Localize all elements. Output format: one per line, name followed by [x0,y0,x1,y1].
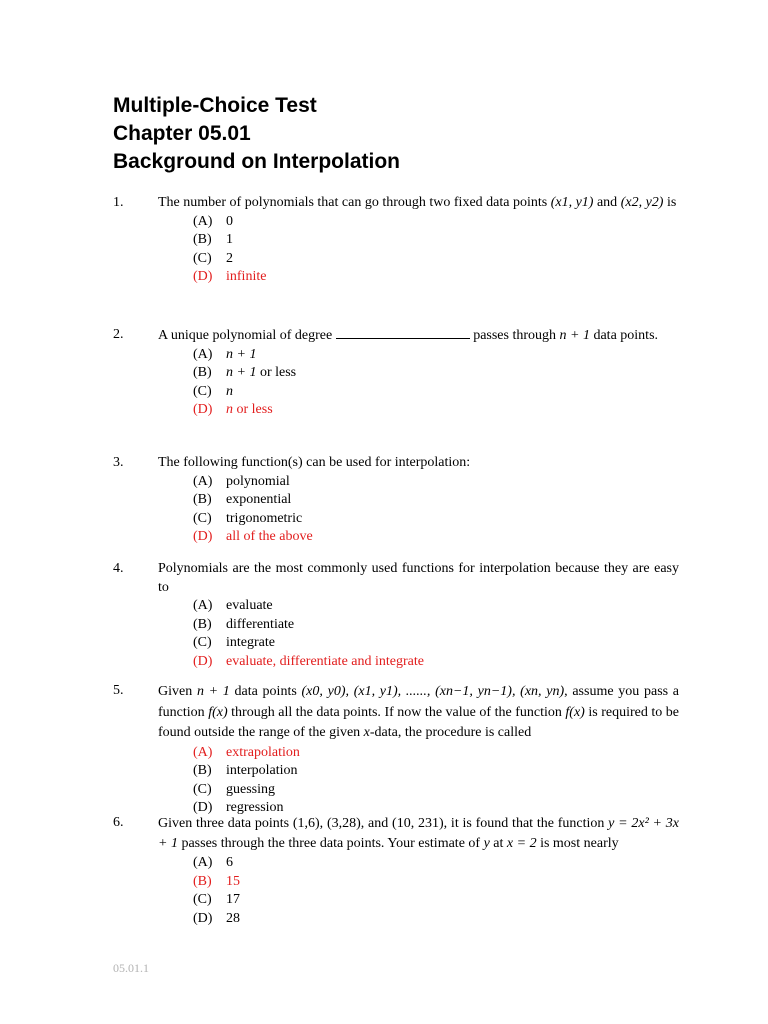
option-b [193,231,679,250]
option-letter: (C) [193,892,212,907]
question-1 [113,194,679,287]
question-4 [113,560,679,671]
option-math: n + 1 [226,346,257,362]
option-c [193,781,679,800]
question-5 [113,682,679,818]
stem-text: Given three data points (1,6), (3,28), and (10, 231), it is found that the function [158,816,605,831]
option-letter: (A) [193,213,213,229]
question-number: 5. [113,683,124,698]
stem-math: (x1, y1) [550,195,594,210]
option-letter: (A) [193,346,213,362]
option-c [193,510,679,529]
options-list [193,213,679,287]
option-text: interpolation [226,763,298,778]
option-text: integrate [226,635,275,650]
question-number: 2. [113,327,124,342]
stem-text: is required to be found outside the range of the given [158,704,680,740]
option-b [193,491,679,510]
options-list [193,744,679,818]
question-number: 6. [113,815,124,830]
option-math: n [226,402,233,417]
page-number: 05.01.1 [113,961,149,975]
stem-text: Given [158,684,193,699]
stem-text: The number of polynomials that can go through two fixed data points [158,195,548,210]
stem-math: (x2, y2) [620,195,664,210]
option-letter: (B) [193,232,212,247]
option-d-correct [193,528,679,547]
title-line-3: Background on Interpolation [113,150,400,173]
stem-text: -data, the procedure is called [369,725,532,740]
option-d-correct [193,268,679,287]
stem-text: A unique polynomial of degree [158,328,333,343]
option-letter: (D) [193,800,213,815]
option-text: 0 [226,213,233,229]
stem-text: at [493,836,504,851]
option-a-correct [193,744,679,763]
option-letter: (B) [193,616,212,632]
option-text: all of the above [226,529,313,544]
option-text: 28 [226,910,240,926]
stem-text: passes through the three data points. Your estimate of [181,836,481,851]
option-text: extrapolation [226,744,300,760]
option-a [193,213,679,232]
stem-math: n + 1 [196,684,230,699]
stem-math: x [363,725,370,740]
stem-math: n + 1 [559,328,590,343]
title-line-2: Chapter 05.01 [113,122,251,145]
stem-text: through all the data points. If now the value of the function [231,704,562,720]
option-letter: (D) [193,910,213,926]
option-text: evaluate, differentiate and integrate [226,653,424,669]
option-letter: (D) [193,269,213,284]
stem-math: y [483,836,490,851]
stem-text: data points [234,684,297,699]
option-math: n [226,383,233,399]
option-letter: (B) [193,492,212,507]
option-text: polynomial [226,473,290,489]
option-b [193,364,679,383]
option-text: or less [236,402,273,417]
answer-blank [336,326,470,339]
option-text: differentiate [226,616,295,632]
question-stem: The following function(s) can be used for interpolation: [158,455,471,470]
title-line-1: Multiple-Choice Test [113,94,317,117]
option-text: 15 [226,873,240,889]
option-letter: (B) [193,873,212,889]
option-letter: (D) [193,402,213,417]
question-number: 4. [113,561,124,576]
option-d-correct [193,401,679,420]
option-a [193,346,679,365]
options-list [193,597,679,671]
option-letter: (A) [193,473,213,489]
option-a [193,854,679,873]
option-text: 6 [226,855,233,870]
question-number: 3. [113,455,124,470]
option-d [193,910,679,929]
option-letter: (C) [193,383,212,399]
option-text: or less [259,365,297,380]
option-c [193,250,679,269]
question-stem: Polynomials are the most commonly used functions for interpolation because they are easy to [158,561,679,595]
option-d-correct [193,653,679,672]
options-list [193,473,679,547]
option-text: 1 [226,232,233,247]
question-3 [113,454,679,547]
stem-text: is [666,195,677,210]
stem-math: x = 2 [506,836,537,851]
question-stem [158,814,679,854]
option-c [193,634,679,653]
question-stem [158,194,679,213]
option-text: exponential [226,492,292,507]
stem-text: passes through [473,328,557,343]
option-letter: (B) [193,763,212,778]
option-b [193,616,679,635]
option-text: trigonometric [226,510,303,526]
stem-text: data points. [593,328,659,343]
stem-math: y = 2x² + 3x + 1 [158,816,679,851]
option-text: 2 [226,250,233,266]
stem-math: f(x) [208,704,228,720]
option-letter: (D) [193,653,213,669]
question-stem [158,326,679,346]
option-letter: (C) [193,781,212,797]
stem-math: (x0, y0), (x1, y1), ......, (xn−1, yn−1), (xn, yn) [301,684,565,699]
option-letter: (A) [193,598,213,613]
stem-math: f(x) [565,704,585,720]
question-number: 1. [113,195,124,210]
option-text: infinite [226,269,267,284]
option-a [193,597,679,616]
option-text: 17 [226,892,240,907]
option-a [193,473,679,492]
option-letter: (A) [193,855,213,870]
option-text: evaluate [226,598,273,613]
option-c [193,891,679,910]
option-c [193,383,679,402]
stem-text: , assume you pass a function [158,684,680,720]
option-b-correct [193,873,679,892]
stem-text: is most nearly [540,836,619,851]
question-6 [113,814,679,928]
option-text: regression [226,800,284,815]
option-text: guessing [226,781,275,797]
option-letter: (A) [193,744,213,760]
option-math: n + 1 [226,365,257,380]
option-b [193,762,679,781]
option-letter: (C) [193,250,212,266]
option-letter: (D) [193,529,213,544]
question-stem [158,682,679,744]
options-list [193,854,679,928]
stem-text: and [596,195,618,210]
option-letter: (C) [193,510,212,526]
option-letter: (B) [193,365,212,380]
option-letter: (C) [193,635,212,650]
options-list [193,346,679,420]
question-2 [113,326,679,420]
